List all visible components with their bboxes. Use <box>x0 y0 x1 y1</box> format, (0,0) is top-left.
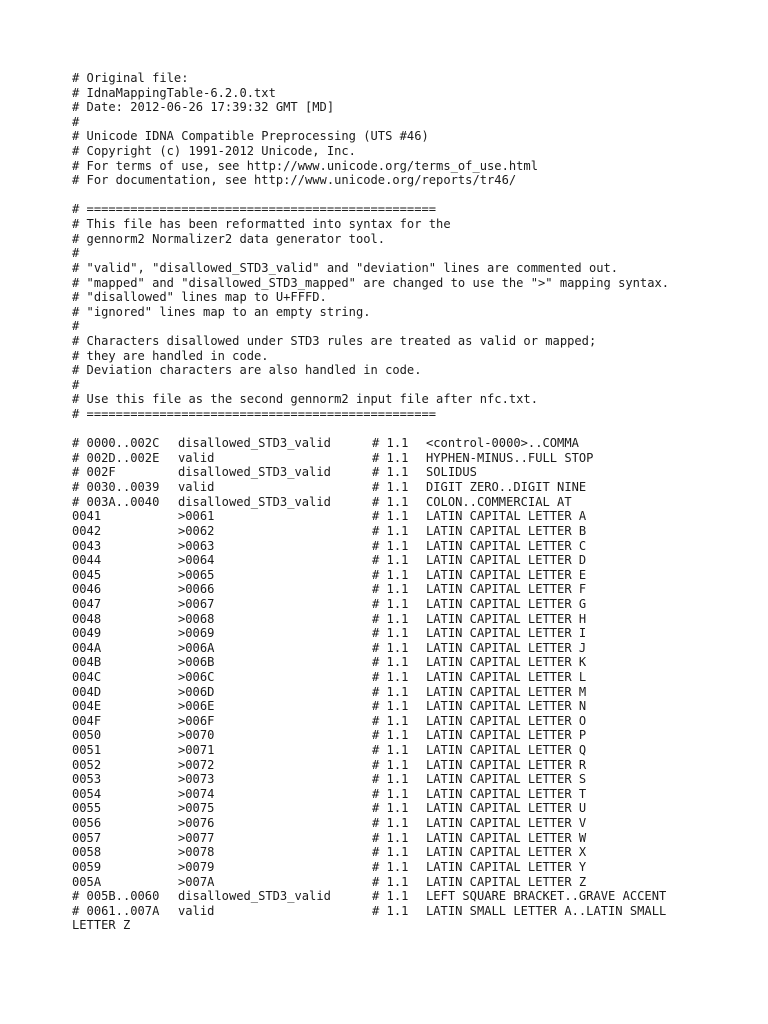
code-point-cell: 0041 <box>72 509 102 524</box>
age-cell: # 1.1 <box>372 436 409 451</box>
age-cell: # 1.1 <box>372 728 409 743</box>
comment-line: # ================================================ <box>72 202 437 217</box>
mapping-row <box>72 801 732 816</box>
character-name-cell: LATIN CAPITAL LETTER Q <box>426 743 587 758</box>
comment-line: # gennorm2 Normalizer2 data generator tool. <box>72 231 386 246</box>
mapping-row <box>72 831 732 846</box>
code-point-cell: 0053 <box>72 772 102 787</box>
comment-line: # Characters disallowed under STD3 rules are treated as valid or mapped; <box>72 333 597 348</box>
code-point-cell: 0042 <box>72 523 102 538</box>
mapping-row <box>72 860 732 875</box>
age-cell: # 1.1 <box>372 465 409 480</box>
code-point-cell: 004A <box>72 640 102 655</box>
character-name-cell: LATIN CAPITAL LETTER O <box>426 713 587 728</box>
age-cell: # 1.1 <box>372 743 409 758</box>
character-name-cell: LATIN CAPITAL LETTER A <box>426 509 587 524</box>
age-cell: # 1.1 <box>372 611 409 626</box>
comment-line: # "valid", "disallowed_STD3_valid" and "deviation" lines are commented out. <box>72 260 619 275</box>
mapping-row <box>72 904 732 919</box>
comment-line: # Deviation characters are also handled in code. <box>72 363 422 378</box>
age-cell: # 1.1 <box>372 450 409 465</box>
character-name-cell: LATIN CAPITAL LETTER N <box>426 699 587 714</box>
age-cell: # 1.1 <box>372 567 409 582</box>
comment-line: # "mapped" and "disallowed_STD3_mapped" are changed to use the ">" mapping syntax. <box>72 275 670 290</box>
mapping-row <box>72 553 732 568</box>
character-name-cell: LATIN CAPITAL LETTER Y <box>426 859 587 874</box>
comment-line: # "ignored" lines map to an empty string. <box>72 304 371 319</box>
age-cell: # 1.1 <box>372 494 409 509</box>
code-point-cell: 0043 <box>72 538 102 553</box>
character-name-cell: COLON..COMMERCIAL AT <box>426 494 572 509</box>
comment-line: # Date: 2012-06-26 17:39:32 GMT [MD] <box>72 100 335 115</box>
character-name-cell: LATIN CAPITAL LETTER S <box>426 772 587 787</box>
character-name-cell: LATIN CAPITAL LETTER G <box>426 596 587 611</box>
comment-line: # Unicode IDNA Compatible Preprocessing (UTS #46) <box>72 129 429 144</box>
character-name-cell: LATIN CAPITAL LETTER W <box>426 830 587 845</box>
comment-line: # ================================================ <box>72 407 437 422</box>
mapping-row <box>72 845 732 860</box>
status-cell: >0076 <box>178 816 215 831</box>
comment-line: # <box>72 319 80 334</box>
status-cell: >0064 <box>178 553 215 568</box>
age-cell: # 1.1 <box>372 801 409 816</box>
code-point-cell: 004C <box>72 669 102 684</box>
status-cell: disallowed_STD3_valid <box>178 465 331 480</box>
code-point-cell: # 005B..0060 <box>72 889 160 904</box>
status-cell: >0079 <box>178 859 215 874</box>
character-name-cell: LATIN CAPITAL LETTER P <box>426 728 587 743</box>
age-cell: # 1.1 <box>372 596 409 611</box>
document-page <box>72 71 732 933</box>
character-name-cell: LATIN CAPITAL LETTER V <box>426 816 587 831</box>
status-cell: >0074 <box>178 786 215 801</box>
status-cell: >006F <box>178 713 215 728</box>
mapping-row <box>72 568 732 583</box>
character-name-cell: <control-0000>..COMMA <box>426 436 579 451</box>
file-header-comment <box>72 71 732 188</box>
code-point-cell: 004E <box>72 699 102 714</box>
status-cell: disallowed_STD3_valid <box>178 889 331 904</box>
age-cell: # 1.1 <box>372 626 409 641</box>
status-cell: >006A <box>178 640 215 655</box>
status-cell: valid <box>178 903 215 918</box>
character-name-cell: LATIN CAPITAL LETTER Z <box>426 874 587 889</box>
mapping-row <box>72 626 732 641</box>
character-name-cell: HYPHEN-MINUS..FULL STOP <box>426 450 594 465</box>
wrapped-continuation-line: LETTER Z <box>72 918 131 933</box>
age-cell: # 1.1 <box>372 830 409 845</box>
code-point-cell: # 003A..0040 <box>72 494 160 509</box>
mapping-row <box>72 889 732 904</box>
age-cell: # 1.1 <box>372 684 409 699</box>
code-point-cell: 0052 <box>72 757 102 772</box>
character-name-cell: LATIN SMALL LETTER A..LATIN SMALL <box>426 903 667 918</box>
comment-line: # "disallowed" lines map to U+FFFD. <box>72 290 327 305</box>
mapping-row <box>72 480 732 495</box>
mapping-row <box>72 582 732 597</box>
age-cell: # 1.1 <box>372 640 409 655</box>
comment-line: # <box>72 246 80 261</box>
mapping-row <box>72 597 732 612</box>
code-point-cell: 0059 <box>72 859 102 874</box>
mapping-row <box>72 816 732 831</box>
code-point-cell: # 0000..002C <box>72 436 160 451</box>
mapping-row <box>72 539 732 554</box>
code-point-cell: 0046 <box>72 582 102 597</box>
age-cell: # 1.1 <box>372 816 409 831</box>
character-name-cell: SOLIDUS <box>426 465 477 480</box>
age-cell: # 1.1 <box>372 874 409 889</box>
status-cell: >007A <box>178 874 215 889</box>
character-name-cell: LATIN CAPITAL LETTER K <box>426 655 587 670</box>
reformat-notes-comment <box>72 202 732 421</box>
status-cell: >0073 <box>178 772 215 787</box>
character-name-cell: LATIN CAPITAL LETTER E <box>426 567 587 582</box>
character-name-cell: LATIN CAPITAL LETTER M <box>426 684 587 699</box>
comment-line: # Original file: <box>72 71 189 85</box>
code-point-cell: 0057 <box>72 830 102 845</box>
blank-line <box>72 422 732 437</box>
code-point-cell: 0050 <box>72 728 102 743</box>
comment-line: # For terms of use, see http://www.unicode.org/terms_of_use.html <box>72 158 538 173</box>
mapping-row <box>72 612 732 627</box>
age-cell: # 1.1 <box>372 903 409 918</box>
status-cell: >0062 <box>178 523 215 538</box>
mapping-row <box>72 655 732 670</box>
age-cell: # 1.1 <box>372 655 409 670</box>
status-cell: >0066 <box>178 582 215 597</box>
character-name-cell: LATIN CAPITAL LETTER X <box>426 845 587 860</box>
code-point-cell: 004B <box>72 655 102 670</box>
comment-line: # This file has been reformatted into syntax for the <box>72 217 451 232</box>
age-cell: # 1.1 <box>372 480 409 495</box>
status-cell: >0065 <box>178 567 215 582</box>
character-name-cell: LATIN CAPITAL LETTER I <box>426 626 587 641</box>
status-cell: >0072 <box>178 757 215 772</box>
status-cell: >006D <box>178 684 215 699</box>
code-point-cell: 0055 <box>72 801 102 816</box>
code-point-cell: 0049 <box>72 626 102 641</box>
age-cell: # 1.1 <box>372 859 409 874</box>
code-point-cell: # 002D..002E <box>72 450 160 465</box>
character-name-cell: LATIN CAPITAL LETTER H <box>426 611 587 626</box>
age-cell: # 1.1 <box>372 786 409 801</box>
mapping-row <box>72 465 732 480</box>
mapping-row <box>72 772 732 787</box>
character-name-cell: LATIN CAPITAL LETTER L <box>426 669 587 684</box>
mapping-row <box>72 875 732 890</box>
mapping-row <box>72 728 732 743</box>
age-cell: # 1.1 <box>372 582 409 597</box>
code-point-cell: 0045 <box>72 567 102 582</box>
character-name-cell: LATIN CAPITAL LETTER R <box>426 757 587 772</box>
status-cell: valid <box>178 450 215 465</box>
comment-line: # <box>72 114 80 129</box>
character-name-cell: LATIN CAPITAL LETTER T <box>426 786 587 801</box>
status-cell: >0068 <box>178 611 215 626</box>
age-cell: # 1.1 <box>372 553 409 568</box>
mapping-row <box>72 670 732 685</box>
age-cell: # 1.1 <box>372 699 409 714</box>
character-name-cell: LATIN CAPITAL LETTER D <box>426 553 587 568</box>
age-cell: # 1.1 <box>372 509 409 524</box>
code-point-cell: 0047 <box>72 596 102 611</box>
status-cell: >006C <box>178 669 215 684</box>
age-cell: # 1.1 <box>372 538 409 553</box>
age-cell: # 1.1 <box>372 523 409 538</box>
status-cell: >006E <box>178 699 215 714</box>
character-name-cell: LEFT SQUARE BRACKET..GRAVE ACCENT <box>426 889 667 904</box>
mapping-row <box>72 699 732 714</box>
age-cell: # 1.1 <box>372 669 409 684</box>
status-cell: >0067 <box>178 596 215 611</box>
mapping-row <box>72 787 732 802</box>
code-point-cell: 0054 <box>72 786 102 801</box>
code-point-cell: # 0061..007A <box>72 903 160 918</box>
status-cell: >0063 <box>178 538 215 553</box>
status-cell: valid <box>178 480 215 495</box>
character-name-cell: DIGIT ZERO..DIGIT NINE <box>426 480 587 495</box>
character-name-cell: LATIN CAPITAL LETTER U <box>426 801 587 816</box>
age-cell: # 1.1 <box>372 772 409 787</box>
mapping-row <box>72 451 732 466</box>
mapping-row <box>72 641 732 656</box>
blank-line <box>72 188 732 203</box>
code-point-cell: 004F <box>72 713 102 728</box>
mapping-row <box>72 714 732 729</box>
code-point-cell: 0058 <box>72 845 102 860</box>
mapping-row <box>72 743 732 758</box>
mapping-row <box>72 509 732 524</box>
status-cell: disallowed_STD3_valid <box>178 494 331 509</box>
code-point-cell: 004D <box>72 684 102 699</box>
status-cell: >0069 <box>178 626 215 641</box>
status-cell: >0075 <box>178 801 215 816</box>
comment-line: # Copyright (c) 1991-2012 Unicode, Inc. <box>72 144 356 159</box>
mapping-row <box>72 495 732 510</box>
comment-line: # For documentation, see http://www.unicode.org/reports/tr46/ <box>72 173 517 188</box>
mapping-row <box>72 524 732 539</box>
comment-line: # <box>72 377 80 392</box>
mapping-row <box>72 436 732 451</box>
character-name-cell: LATIN CAPITAL LETTER B <box>426 523 587 538</box>
age-cell: # 1.1 <box>372 713 409 728</box>
code-point-cell: 0044 <box>72 553 102 568</box>
status-cell: >0070 <box>178 728 215 743</box>
comment-line: # Use this file as the second gennorm2 input file after nfc.txt. <box>72 392 538 407</box>
comment-line: # IdnaMappingTable-6.2.0.txt <box>72 85 276 100</box>
mapping-row <box>72 758 732 773</box>
comment-line: # they are handled in code. <box>72 348 269 363</box>
mapping-row <box>72 685 732 700</box>
code-point-cell: 0051 <box>72 743 102 758</box>
code-point-cell: 0056 <box>72 816 102 831</box>
status-cell: >0078 <box>178 845 215 860</box>
age-cell: # 1.1 <box>372 889 409 904</box>
code-point-cell: 005A <box>72 874 102 889</box>
age-cell: # 1.1 <box>372 757 409 772</box>
status-cell: >0077 <box>178 830 215 845</box>
status-cell: >0071 <box>178 743 215 758</box>
code-point-cell: # 0030..0039 <box>72 480 160 495</box>
code-point-cell: # 002F <box>72 465 116 480</box>
mapping-table <box>72 436 732 918</box>
character-name-cell: LATIN CAPITAL LETTER J <box>426 640 587 655</box>
status-cell: >0061 <box>178 509 215 524</box>
status-cell: >006B <box>178 655 215 670</box>
code-point-cell: 0048 <box>72 611 102 626</box>
age-cell: # 1.1 <box>372 845 409 860</box>
character-name-cell: LATIN CAPITAL LETTER C <box>426 538 587 553</box>
character-name-cell: LATIN CAPITAL LETTER F <box>426 582 587 597</box>
status-cell: disallowed_STD3_valid <box>178 436 331 451</box>
